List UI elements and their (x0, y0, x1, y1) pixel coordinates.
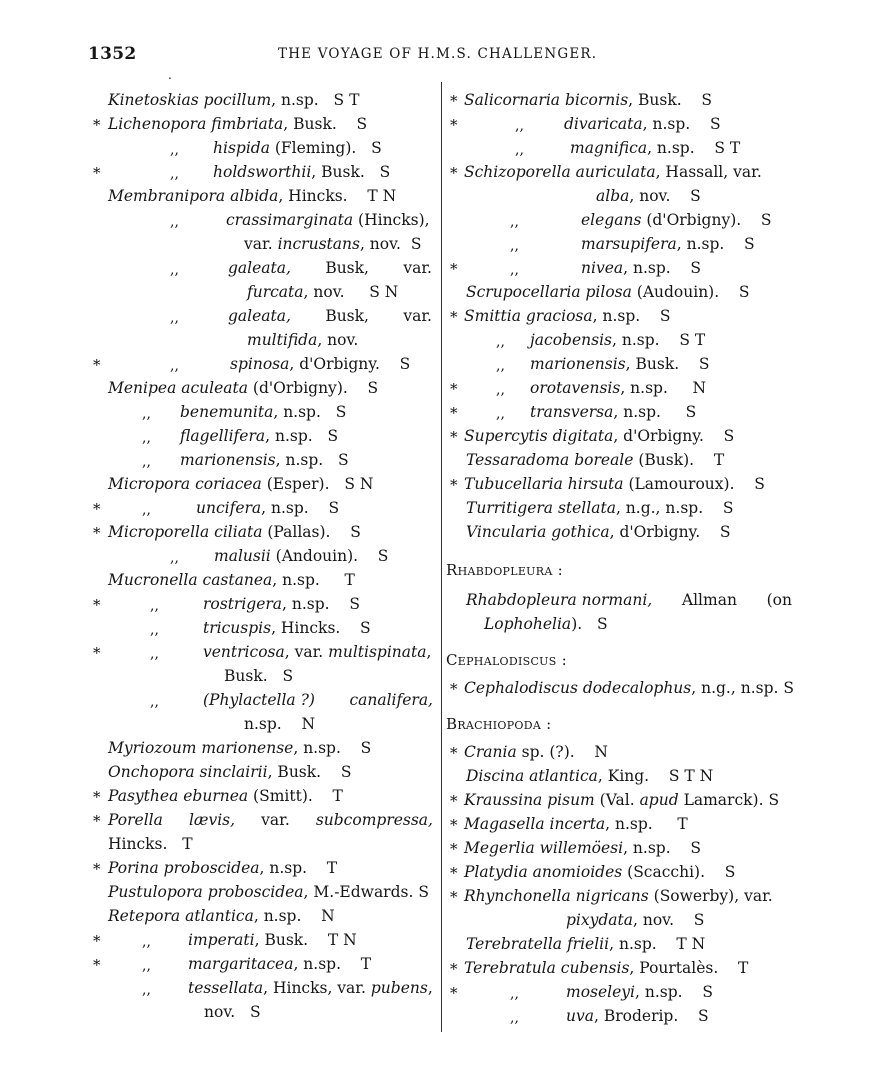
list-item: Megerlia willemöesi, n.sp. S (464, 839, 701, 857)
ditto-mark: ,, (515, 118, 524, 134)
stray-dot: . (168, 68, 172, 82)
list-item: Pasythea eburnea (Smitt). T (108, 787, 343, 805)
ditto-mark: ,, (170, 550, 179, 566)
ditto-mark: ,, (142, 430, 151, 446)
list-item: flagellifera, n.sp. S (180, 427, 339, 445)
list-item: Menipea aculeata (d'Orbigny). S (108, 379, 379, 397)
list-item: Salicornaria bicornis, Busk. S (464, 91, 713, 109)
star-marker: * (450, 260, 458, 278)
ditto-mark: ,, (170, 166, 179, 182)
list-item: hispida (Fleming). S (213, 139, 382, 157)
list-item: imperati, Busk. T N (188, 931, 357, 949)
star-marker: * (450, 960, 458, 978)
star-marker: * (93, 524, 101, 542)
star-marker: * (450, 816, 458, 834)
ditto-mark: ,, (150, 694, 159, 710)
ditto-mark: ,, (150, 622, 159, 638)
list-item: Vincularia gothica, d'Orbigny. S (466, 523, 731, 541)
ditto-mark: ,, (515, 142, 524, 158)
ditto-mark: ,, (142, 454, 151, 470)
list-item: divaricata, n.sp. S (564, 115, 721, 133)
section-heading-cephalodiscus: Cephalodiscus : (446, 651, 568, 669)
list-item-continuation: n.sp. N (244, 715, 315, 733)
list-item: Scrupocellaria pilosa (Audouin). S (466, 283, 750, 301)
ditto-mark: ,, (142, 934, 151, 950)
running-title: THE VOYAGE OF H.M.S. CHALLENGER. (278, 46, 598, 62)
list-item: Tessaradoma boreale (Busk). T (466, 451, 725, 469)
list-item: Rhabdopleura normani, Allman (on (466, 591, 792, 609)
ditto-mark: ,, (142, 502, 151, 518)
list-item: Crania sp. (?). N (464, 743, 608, 761)
list-item: Micropora coriacea (Esper). S N (108, 475, 374, 493)
ditto-mark: ,, (496, 382, 505, 398)
star-marker: * (450, 476, 458, 494)
ditto-mark: ,, (170, 310, 179, 326)
list-item: Rhynchonella nigricans (Sowerby), var. (464, 887, 773, 905)
star-marker: * (93, 860, 101, 878)
list-item: (Phylactella ?) canalifera, (203, 691, 433, 709)
list-item: Onchopora sinclairii, Busk. S (108, 763, 352, 781)
list-item: Lichenopora fimbriata, Busk. S (108, 115, 368, 133)
star-marker: * (93, 788, 101, 806)
star-marker: * (450, 864, 458, 882)
list-item: benemunita, n.sp. S (180, 403, 347, 421)
list-item: holdsworthii, Busk. S (213, 163, 391, 181)
list-item: tessellata, Hincks, var. pubens, (188, 979, 433, 997)
list-item: crassimarginata (Hincks), (226, 211, 430, 229)
list-item: Terebratula cubensis, Pourtalès. T (464, 959, 749, 977)
star-marker: * (450, 404, 458, 422)
ditto-mark: ,, (510, 986, 519, 1002)
star-marker: * (93, 812, 101, 830)
ditto-mark: ,, (510, 214, 519, 230)
list-item: moseleyi, n.sp. S (566, 983, 713, 1001)
ditto-mark: ,, (142, 406, 151, 422)
list-item-continuation: Lophohelia). S (484, 615, 608, 633)
ditto-mark: ,, (170, 262, 179, 278)
list-item: uva, Broderip. S (566, 1007, 709, 1025)
list-item: tricuspis, Hincks. S (203, 619, 371, 637)
list-item: Kraussina pisum (Val. apud Lamarck). S (464, 791, 780, 809)
star-marker: * (450, 428, 458, 446)
list-item-continuation: alba, nov. S (596, 187, 701, 205)
list-item: ventricosa, var. multispinata, (203, 643, 432, 661)
list-item: Supercytis digitata, d'Orbigny. S (464, 427, 735, 445)
list-item: Terebratella frielii, n.sp. T N (466, 935, 706, 953)
star-marker: * (450, 92, 458, 110)
list-item: uncifera, n.sp. S (196, 499, 340, 517)
star-marker: * (450, 888, 458, 906)
list-item: galeata, Busk, var. (228, 307, 432, 325)
list-item-continuation: multifida, nov. (247, 331, 359, 349)
ditto-mark: ,, (510, 262, 519, 278)
list-item: Porina proboscidea, n.sp. T (108, 859, 338, 877)
star-marker: * (93, 500, 101, 518)
list-item: Retepora atlantica, n.sp. N (108, 907, 335, 925)
list-item: Porella lævis, var. subcompressa, (108, 811, 433, 829)
list-item: Platydia anomioides (Scacchi). S (464, 863, 736, 881)
list-item: transversa, n.sp. S (530, 403, 697, 421)
ditto-mark: ,, (496, 334, 505, 350)
list-item: Magasella incerta, n.sp. T (464, 815, 688, 833)
ditto-mark: ,, (496, 358, 505, 374)
list-item-continuation: var. incrustans, nov. S (244, 235, 422, 253)
ditto-mark: ,, (150, 646, 159, 662)
star-marker: * (93, 956, 101, 974)
ditto-mark: ,, (170, 142, 179, 158)
ditto-mark: ,, (150, 598, 159, 614)
list-item: Microporella ciliata (Pallas). S (108, 523, 361, 541)
ditto-mark: ,, (496, 406, 505, 422)
list-item: magnifica, n.sp. S T (570, 139, 741, 157)
list-item: Kinetoskias pocillum, n.sp. S T (108, 91, 360, 109)
list-item-continuation: nov. S (204, 1003, 261, 1021)
list-item: Turritigera stellata, n.g., n.sp. S (466, 499, 734, 517)
star-marker: * (450, 380, 458, 398)
list-item: marsupifera, n.sp. S (581, 235, 755, 253)
list-item: nivea, n.sp. S (581, 259, 702, 277)
star-marker: * (450, 680, 458, 698)
list-item: jacobensis, n.sp. S T (530, 331, 706, 349)
section-heading-rhabdopleura: Rhabdopleura : (446, 561, 564, 579)
list-item: margaritacea, n.sp. T (188, 955, 372, 973)
list-item: Pustulopora proboscidea, M.-Edwards. S (108, 883, 429, 901)
list-item: Mucronella castanea, n.sp. T (108, 571, 355, 589)
list-item: orotavensis, n.sp. N (530, 379, 707, 397)
section-heading-brachiopoda: Brachiopoda : (446, 715, 552, 733)
ditto-mark: ,, (142, 982, 151, 998)
star-marker: * (450, 840, 458, 858)
list-item-continuation: furcata, nov. S N (247, 283, 399, 301)
star-marker: * (93, 932, 101, 950)
star-marker: * (93, 356, 101, 374)
star-marker: * (93, 596, 101, 614)
list-item: Discina atlantica, King. S T N (466, 767, 714, 785)
list-item: marionensis, Busk. S (530, 355, 710, 373)
list-item: Schizoporella auriculata, Hassall, var. (464, 163, 762, 181)
star-marker: * (93, 116, 101, 134)
list-item: malusii (Andouin). S (214, 547, 389, 565)
list-item: spinosa, d'Orbigny. S (230, 355, 411, 373)
list-item: elegans (d'Orbigny). S (581, 211, 772, 229)
star-marker: * (450, 744, 458, 762)
list-item: marionensis, n.sp. S (180, 451, 349, 469)
star-marker: * (93, 164, 101, 182)
star-marker: * (450, 116, 458, 134)
star-marker: * (450, 164, 458, 182)
list-item: Cephalodiscus dodecalophus, n.g., n.sp. S (464, 679, 794, 697)
ditto-mark: ,, (510, 238, 519, 254)
ditto-mark: ,, (510, 1010, 519, 1026)
list-item: Tubucellaria hirsuta (Lamouroux). S (464, 475, 765, 493)
list-item-continuation: Hincks. T (108, 835, 193, 853)
ditto-mark: ,, (170, 214, 179, 230)
column-divider (441, 82, 442, 1032)
page-number: 1352 (88, 44, 137, 64)
star-marker: * (450, 308, 458, 326)
list-item: Membranipora albida, Hincks. T N (108, 187, 397, 205)
ditto-mark: ,, (170, 358, 179, 374)
ditto-mark: ,, (142, 958, 151, 974)
list-item: Smittia graciosa, n.sp. S (464, 307, 671, 325)
list-item: rostrigera, n.sp. S (203, 595, 360, 613)
list-item-continuation: pixydata, nov. S (566, 911, 705, 929)
list-item: galeata, Busk, var. (228, 259, 432, 277)
star-marker: * (93, 644, 101, 662)
list-item: Myriozoum marionense, n.sp. S (108, 739, 372, 757)
star-marker: * (450, 984, 458, 1002)
star-marker: * (450, 792, 458, 810)
list-item-continuation: Busk. S (224, 667, 294, 685)
